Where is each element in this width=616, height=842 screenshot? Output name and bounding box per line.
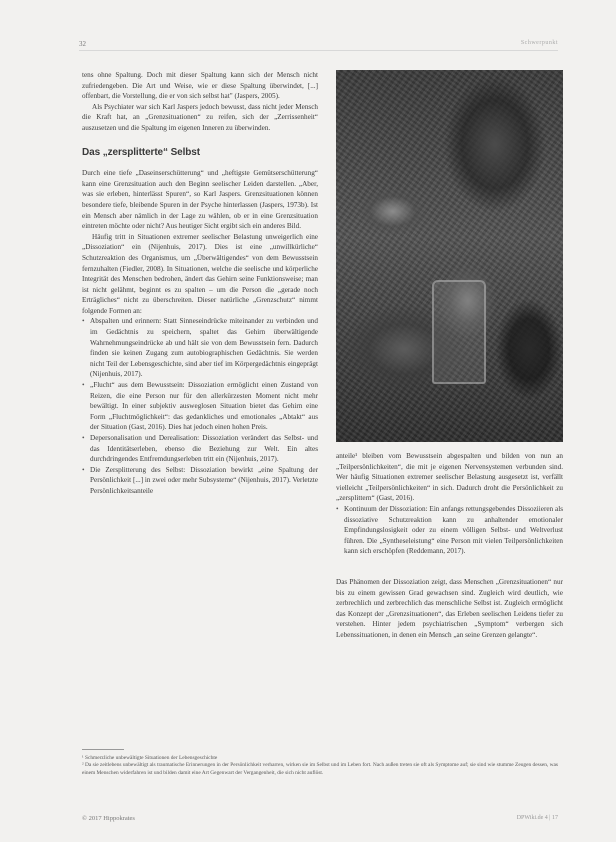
page-number: 32	[79, 40, 86, 48]
footnote: ² Da sie zeitlebens unbewältigt als traumatische Erinnerungen in der Persönlichkeit verharren, wirken sie im Selbst und im Leben fort. Nach außen treten sie oft als Symptome auf; sie sind wie stumme Zeugen dessen, was einem Menschen widerfahren ist und bilden damit eine Art Gegenwart der Vergangenheit, die sich nicht auflöst.	[82, 762, 559, 776]
body-paragraph: Durch eine tiefe „Daseinserschütterung“ und „heftigste Gemütserschütterung“ kann eine Grenzsituation auch den Beginn seelischer Leiden darstellen. „Aber, was sie erleben, hinterlässt Spuren“, so Karl Jaspers. Grenzsituationen können besondere tiefe, bleibende Spuren in der Psyche hinterlassen (Jaspers, 1973b). Ist ein Mensch aber nämlich in der Lage zu wählen, ob er in eine Grenzsituation eintreten möchte oder nicht? Aus heutiger Sicht ergibt sich ein anderes Bild.	[82, 169, 318, 231]
footnote: ¹ Schmerzliche unbewältigte Situationen der Lebensgeschichte	[82, 755, 218, 761]
bullet-item: • Abspalten und erinnern: Statt Sinneseindrücke miteinander zu verbinden und im Gedächtnis zu speichern, spaltet das Gehirn überwältigende Wahrnehmungseindrücke ab und hält sie von dem Bewusstsein fern. Dadurch finden sie keinen Zugang zum autobiographischen Gedächtnis. Sie werden nicht Teil der Lebensgeschichte, sind aber tief im Körpergedächtnis eingeprägt (Nijenhuis, 2017).	[82, 316, 318, 380]
body-paragraph: Häufig tritt in Situationen extremer seelischer Belastung unweigerlich eine „Dissoziation“ ein (Nijenhuis, 2017). Dies ist eine „unwillkürliche“ Schutzreaktion des Organismus, um „Überwältigendes“ von dem Bewusstsein fernzuhalten (Fiedler, 2008). In Situationen, welche die seelische und körperliche Integrität des Menschen bedrohen, ändert das Gehirn seine Funktionsweise; man ist nicht gelähmt, beginnt es zu spalten – um die Person die „gerade noch Erträgliches“ nicht zu überschreiten. Dieser natürliche „Grenzschutz“ nimmt folgende Formen an:	[82, 232, 318, 315]
footer-copyright: © 2017 Hippokrates	[82, 815, 135, 822]
left-column	[82, 70, 318, 497]
running-head: Schwerpunkt	[520, 40, 558, 46]
bullet-item: • „Flucht“ aus dem Bewusstsein: Dissoziation ermöglicht einen Zustand von Reizen, die eine Person nur für den allerkürzesten Moment nicht mehr bewältigt. In einer subjektiv ausweglosen Situation bietet das Gehirn eine Form „Fluchtmöglichkeit“: das gedankliches und emotionales „Abtakt“ aus der Situation (Gast, 2016). Dies hat jedoch einen hohen Preis.	[82, 380, 318, 433]
footer-journal: DPWiki.de 4 | 17	[516, 815, 558, 821]
paragraph-spacer	[336, 557, 563, 577]
bullet-item: • Die Zersplitterung des Selbst: Dissoziation bewirkt „eine Spaltung der Persönlichkeit [...] in zwei oder mehr Subsysteme“ (Nijenhuis, 2017). Verletzte Persönlichkeitsanteile	[82, 465, 318, 497]
continuation-paragraph: anteile¹ bleiben vom Bewusstsein abgespalten und bilden von nun an „Teilpersönlichkeiten“, die mit je eigenen Nervensystemen verbunden sind. Wer häufig Situationen extremer seelischer Belastung ausgesetzt ist, verfällt vielleicht „Teilpersönlichkeiten“ in sich. Dadurch droht die Persönlichkeit zu „zersplittern“ (Gast, 2016).	[336, 452, 563, 503]
rock-photo	[336, 70, 563, 442]
top-rule	[79, 50, 558, 51]
footnote-rule	[82, 749, 124, 750]
rock-relief-detail	[432, 280, 486, 384]
bullet-list	[82, 316, 318, 496]
footnotes	[82, 755, 562, 777]
intro-paragraph: Als Psychiater war sich Karl Jaspers jedoch bewusst, dass nicht jeder Mensch die Kraft hat, an „Grenzsituationen“ zu reifen, sich der „Zerrissenheit“ auszusetzen und die Spaltung im eigenen Inneren zu überwinden.	[82, 102, 318, 132]
bullet-item: • Kontinuum der Dissoziation: Ein anfangs rettungsgebendes Dissoziieren als dissoziative Schutzreaktion kann zu anhaltender emotionaler Empfindungslosigkeit oder zu einem völligen Selbst- und Weltverlust führen. Die „Syntheseleistung“ eine Person mit vielen Teilpersönlichkeiten kann sich erschöpfen (Reddemann, 2017).	[336, 504, 563, 557]
bullet-list	[336, 504, 563, 557]
intro-paragraph: tens ohne Spaltung. Doch mit dieser Spaltung kann sich der Mensch nicht zufriedengeben. Die Art und Weise, wie er diese Spaltung überwindet, [...] offenbart, die Vorstellung, die er von sich selbst hat" (Jaspers, 2005).	[82, 71, 318, 101]
bullet-item: • Depersonalisation und Derealisation: Dissoziation verändert das Selbst- und das Identitätserleben, ebenso die Beziehung zur Welt. Ein altes durchdringendes Entfremdungserleben tritt ein (Nijenhuis, 2017).	[82, 433, 318, 465]
right-column	[336, 451, 563, 641]
closing-paragraph: Das Phänomen der Dissoziation zeigt, dass Menschen „Grenzsituationen“ nur bis zu einem gewissen Grad gewachsen sind. Zugleich wird deutlich, wie zerbrechlich und zerbrechlich das menschliche Selbst ist. Zugleich ermöglicht das Konzept der „Grenzsituationen“, das Erleben seelischen Leidens tiefer zu verstehen. Hinter jedem psychiatrischen „Symptom“ verbergen sich Lebenssituationen, in denen ein Mensch „an seine Grenzen gelangte“.	[336, 577, 563, 639]
section-heading: Das „zersplitterte“ Selbst	[82, 146, 200, 158]
